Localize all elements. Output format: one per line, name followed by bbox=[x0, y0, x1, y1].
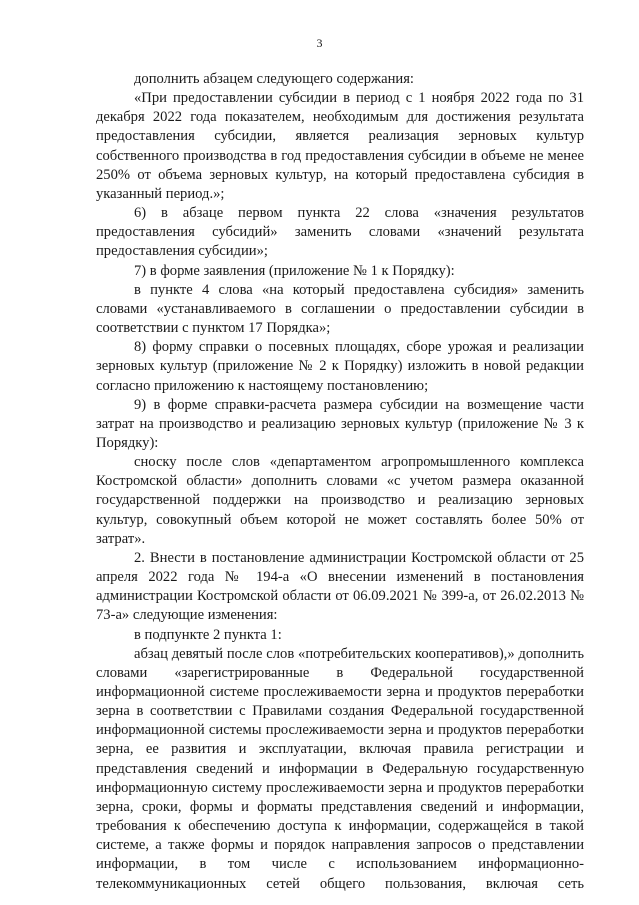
paragraph-item-7: 7) в форме заявления (приложение № 1 к Порядку): bbox=[134, 262, 455, 279]
paragraph-item-8: 8) форму справки о посевных площадях, сборе урожая и реализации зерновых культур (приложение № 2 к Порядку) изложить в новой редакции согласно приложению к настоящему постановлению; bbox=[96, 339, 584, 394]
paragraph-footnote-change: сноску после слов «департаментом агропромышленного комплекса Костромской области» дополнить словами «с учетом размера оказанной государственной поддержки на производство и реализацию зерновых культур, совокупный объем которой не может составлять более 50% от затрат». bbox=[96, 454, 584, 547]
paragraph-quote-subsidy-period: «При предоставлении субсидии в период с 1 ноября 2022 года по 31 декабря 2022 года показателем, необходимым для достижения результата предоставления субсидии, является реализация зерновых культур собственного производства в год предоставления субсидии в объеме не менее 250% от объема зерновых культур, на который предоставлена субсидия в указанный период.»; bbox=[96, 90, 584, 202]
page-number: 3 bbox=[316, 36, 323, 50]
paragraph-subpoint-2: в подпункте 2 пункта 1: bbox=[134, 626, 282, 643]
paragraph-ninth-abzac: абзац девятый после слов «потребительских кооперативов),» дополнить словами «зарегистрированные в Федеральной государственной информационной системе прослеживаемости зерна и продуктов переработки зерна в соответствии с Правилами создания Федеральной государственной информационной системы прослеживаемости зерна и продуктов переработки зерна, ее развития и эксплуатации, включая правила регистрации и представления сведений и информации в Федеральную государственную информационную систему прослеживаемости зерна и продуктов переработки зерна, сроки, формы и форматы представления сведений и информации, требования к обеспечению доступа к информации, содержащейся в такой системе, а также формы и порядок направления запросов о представлении информации, в том числе с использованием информационно-телекоммуникационных сетей общего пользования, включая сеть bbox=[96, 645, 584, 892]
paragraph-item-7-point-4: в пункте 4 слова «на который предоставлена субсидия» заменить словами «устанавливаемого в соглашении о предоставлении субсидии в соответствии с пунктом 17 Порядка»; bbox=[96, 281, 584, 337]
paragraph-item-6: 6) в абзаце первом пункта 22 слова «значения результатов предоставления субсидий» заменить словами «значений результата предоставления субсидии»; bbox=[96, 205, 584, 260]
paragraph-intro: дополнить абзацем следующего содержания: bbox=[134, 71, 414, 87]
paragraph-section-2: 2. Внести в постановление администрации Костромской области от 25 апреля 2022 года № 194-а «О внесении изменений в постановления администрации Костромской области от 06.09.2021 № 399-а, от 26.02.2013 № 73-а» следующие изменения: bbox=[96, 549, 584, 624]
document-body bbox=[96, 70, 584, 894]
paragraph-item-9: 9) в форме справки-расчета размера субсидии на возмещение части затрат на производство и реализацию зерновых культур (приложение № 3 к Порядку): bbox=[96, 396, 584, 451]
